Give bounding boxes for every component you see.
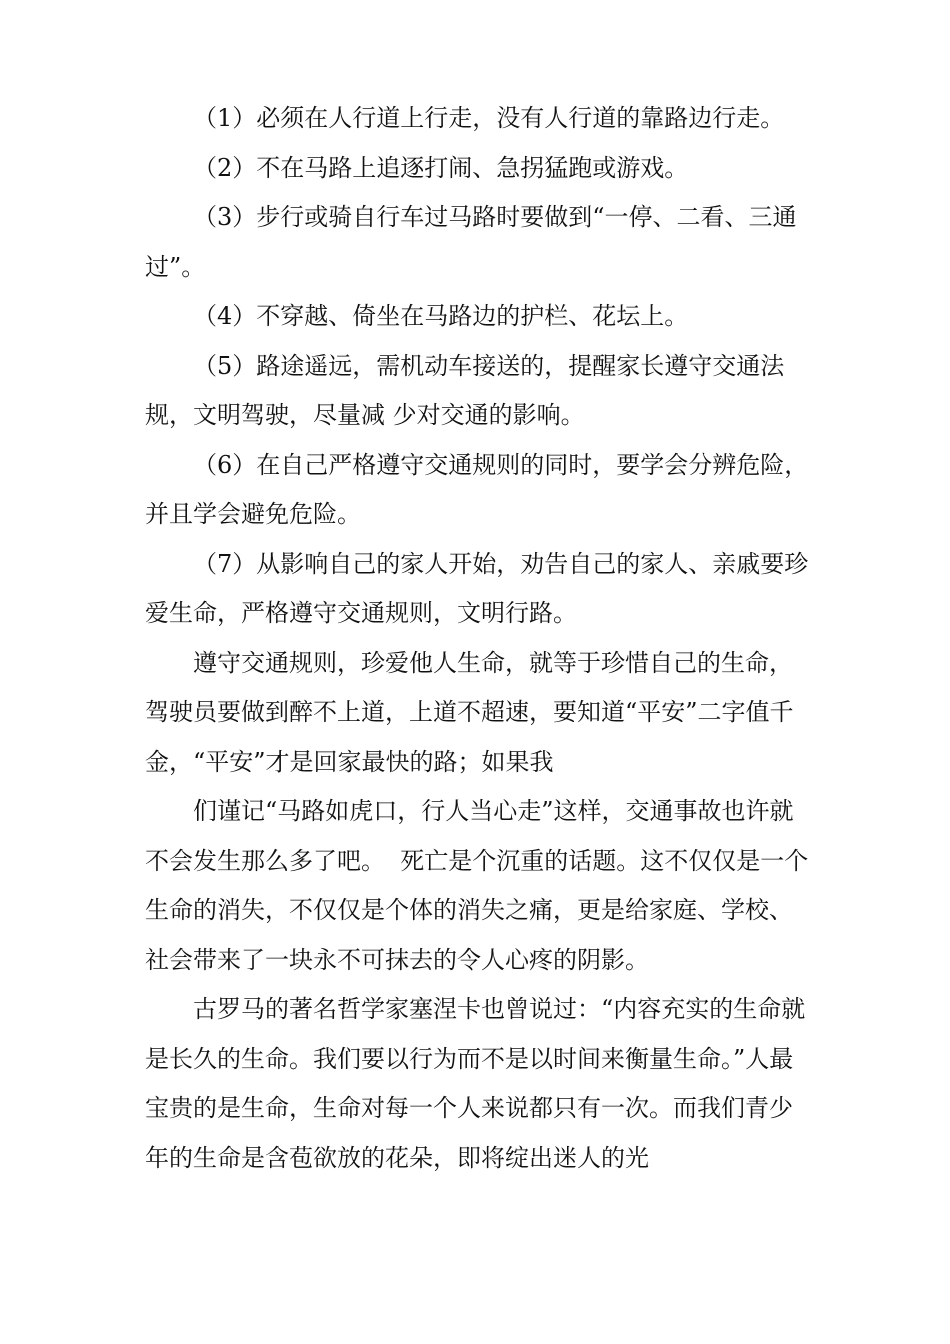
paragraph-rule-4: （4）不穿越、倚坐在马路边的护栏、花坛上。 [193,302,689,330]
paragraph-death-topic: 们谨记“马路如虎口，行人当心走”这样，交通事故也许就不会发生那么多了吧。 死亡是个沉重的话题。这不仅仅是一个生命的消失，不仅仅是个体的消失之痛，更是给家庭、学校、社会带来了一块永不可抹去的令人心疼的阴影。 [145,797,809,974]
paragraph-seneca-quote: 古罗马的著名哲学家塞涅卡也曾说过：“内容充实的生命就是长久的生命。我们要以行为而不是以时间来衡量生命。”人最宝贵的是生命，生命对每一个人来说都只有一次。而我们青少年的生命是含苞欲放的花朵，即将绽出迷人的光 [145,995,806,1172]
paragraph-rule-2: （2）不在马路上追逐打闹、急拐猛跑或游戏。 [193,153,689,182]
paragraph-rule-1: （1）必须在人行道上行走，没有人行道的靠路边行走。 [193,104,785,132]
paragraph-rule-6: （6）在自己严格遵守交通规则的同时，要学会分辨危险，并且学会避免危险。 [145,450,809,528]
paragraph-rule-3: （3）步行或骑自行车过马路时要做到“一停、二看、三通过”。 [145,203,797,281]
paragraph-rule-7: （7）从影响自己的家人开始，劝告自己的家人、亲戚要珍爱生命，严格遵守交通规则，文明行路。 [145,549,809,627]
document-body [145,94,810,1183]
paragraph-traffic-rules: 遵守交通规则，珍爱他人生命，就等于珍惜自己的生命，驾驶员要做到醉不上道，上道不超速，要知道“平安”二字值千金，“平安”才是回家最快的路；如果我 [145,648,794,776]
paragraph-rule-5: （5）路途遥远，需机动车接送的，提醒家长遵守交通法规，文明驾驶，尽量减 少对交通的影响。 [145,351,785,429]
